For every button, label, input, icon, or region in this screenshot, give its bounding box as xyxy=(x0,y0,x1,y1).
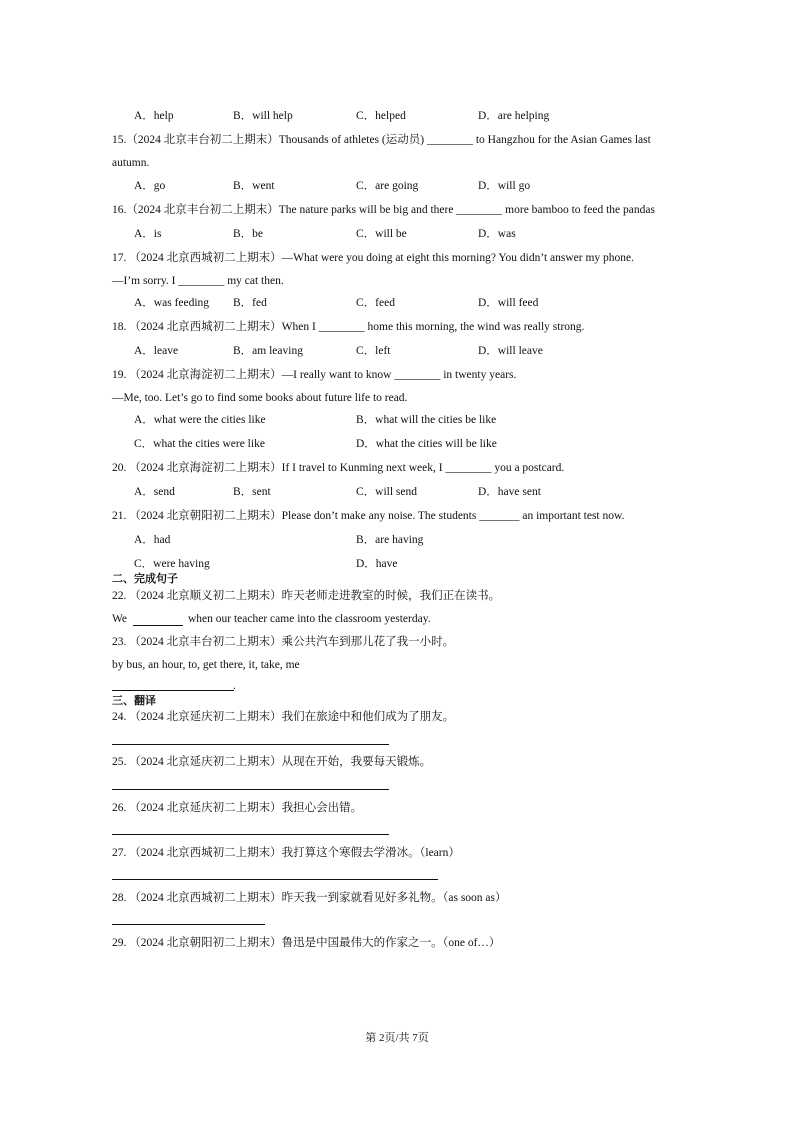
q16-option-b: B．be xyxy=(233,228,264,240)
q16-option-c: C．will be xyxy=(356,228,407,240)
q26-question: 26. （2024 北京延庆初二上期末）我担心会出错。 xyxy=(112,802,363,814)
q21-option-a: A．had xyxy=(134,534,171,546)
q29-question: 29. （2024 北京朝阳初二上期末）鲁迅是中国最伟大的作家之一。（one of…） xyxy=(112,937,501,949)
q28-question: 28. （2024 北京西城初二上期末）昨天我一到家就看见好多礼物。（as soon as） xyxy=(112,892,507,904)
q15-question: 15.（2024 北京丰台初二上期末）Thousands of athletes (运动员) ________ to Hangzhou for the Asian Games last xyxy=(112,134,651,146)
q17-option-b: B．fed xyxy=(233,297,267,309)
q17-question: 17. （2024 北京西城初二上期末）—What were you doing at eight this morning? You didn’t answer my phone. xyxy=(112,252,635,264)
q17-option-d: D．will feed xyxy=(478,297,539,309)
q21-option-c: C．were having xyxy=(134,558,210,570)
q23-question: 23. （2024 北京丰台初二上期末）乘公共汽车到那儿花了我一小时。 xyxy=(112,636,455,648)
section-heading-translation: 三、翻译 xyxy=(112,694,156,707)
q19-option-d: D．what the cities will be like xyxy=(356,438,497,450)
q20-option-c: C．will send xyxy=(356,486,418,498)
q21-option-b: B．are having xyxy=(356,534,424,546)
q19-option-c: C．what the cities were like xyxy=(134,438,265,450)
q20-question: 20. （2024 北京海淀初二上期末）If I travel to Kunming next week, I ________ you a postcard. xyxy=(112,462,565,474)
page-footer: 第 2页/共 7页 xyxy=(365,1032,429,1044)
q15-option-c: C．are going xyxy=(356,180,419,192)
q14-option-d: D．are helping xyxy=(478,110,550,122)
q19-question-cont: —Me, too. Let’s go to find some books about future life to read. xyxy=(112,392,408,404)
q16-option-a: A．is xyxy=(134,228,162,240)
q17-option-c: C．feed xyxy=(356,297,395,309)
q15-option-a: A．go xyxy=(134,180,166,192)
q27-question: 27. （2024 北京西城初二上期末）我打算这个寒假去学滑冰。（learn） xyxy=(112,847,460,859)
q18-option-d: D．will leave xyxy=(478,345,543,357)
q20-option-a: A．send xyxy=(134,486,175,498)
q19-option-a: A．what were the cities like xyxy=(134,414,266,426)
q21-question: 21. （2024 北京朝阳初二上期末）Please don’t make any noise. The students _______ an important test now. xyxy=(112,510,625,522)
q23-answer-line[interactable] xyxy=(112,690,234,691)
q22-question: 22. （2024 北京顺义初二上期末）昨天老师走进教室的时候，我们正在读书。 xyxy=(112,590,501,602)
q21-option-d: D．have xyxy=(356,558,398,570)
q22-answer-blank[interactable] xyxy=(133,625,183,626)
q23-word-list: by bus, an hour, to, get there, it, take, me xyxy=(112,659,300,671)
q19-question: 19. （2024 北京海淀初二上期末）—I really want to know ________ in twenty years. xyxy=(112,369,517,381)
q14-option-b: B．will help xyxy=(233,110,293,122)
section-heading-complete-sentences: 二、完成句子 xyxy=(112,572,178,585)
q27-answer-line[interactable] xyxy=(112,879,438,880)
q16-option-d: D．was xyxy=(478,228,516,240)
q25-question: 25. （2024 北京延庆初二上期末）从现在开始，我要每天锻炼。 xyxy=(112,756,432,768)
q20-option-b: B．sent xyxy=(233,486,271,498)
q25-answer-line[interactable] xyxy=(112,789,389,790)
q23-period: . xyxy=(233,680,236,692)
q18-option-c: C．left xyxy=(356,345,391,357)
q14-option-c: C．helped xyxy=(356,110,406,122)
q18-question: 18. （2024 北京西城初二上期末）When I ________ home this morning, the wind was really strong. xyxy=(112,321,585,333)
q15-question-cont: autumn. xyxy=(112,157,150,169)
q16-question: 16.（2024 北京丰台初二上期末）The nature parks will be big and there ________ more bamboo to feed the pandas xyxy=(112,204,655,216)
q15-option-d: D．will go xyxy=(478,180,531,192)
q24-question: 24. （2024 北京延庆初二上期末）我们在旅途中和他们成为了朋友。 xyxy=(112,711,455,723)
q18-option-a: A．leave xyxy=(134,345,179,357)
q20-option-d: D．have sent xyxy=(478,486,541,498)
q17-option-a: A．was feeding xyxy=(134,297,210,309)
q18-option-b: B．am leaving xyxy=(233,345,303,357)
q26-answer-line[interactable] xyxy=(112,834,389,835)
q17-question-cont: —I’m sorry. I ________ my cat then. xyxy=(112,275,284,287)
q22-suffix: when our teacher came into the classroom yesterday. xyxy=(188,613,431,625)
q19-option-b: B．what will the cities be like xyxy=(356,414,497,426)
q14-option-a: A．help xyxy=(134,110,174,122)
q22-prefix: We xyxy=(112,613,128,625)
q24-answer-line[interactable] xyxy=(112,744,389,745)
q28-answer-line[interactable] xyxy=(112,924,265,925)
q15-option-b: B．went xyxy=(233,180,275,192)
